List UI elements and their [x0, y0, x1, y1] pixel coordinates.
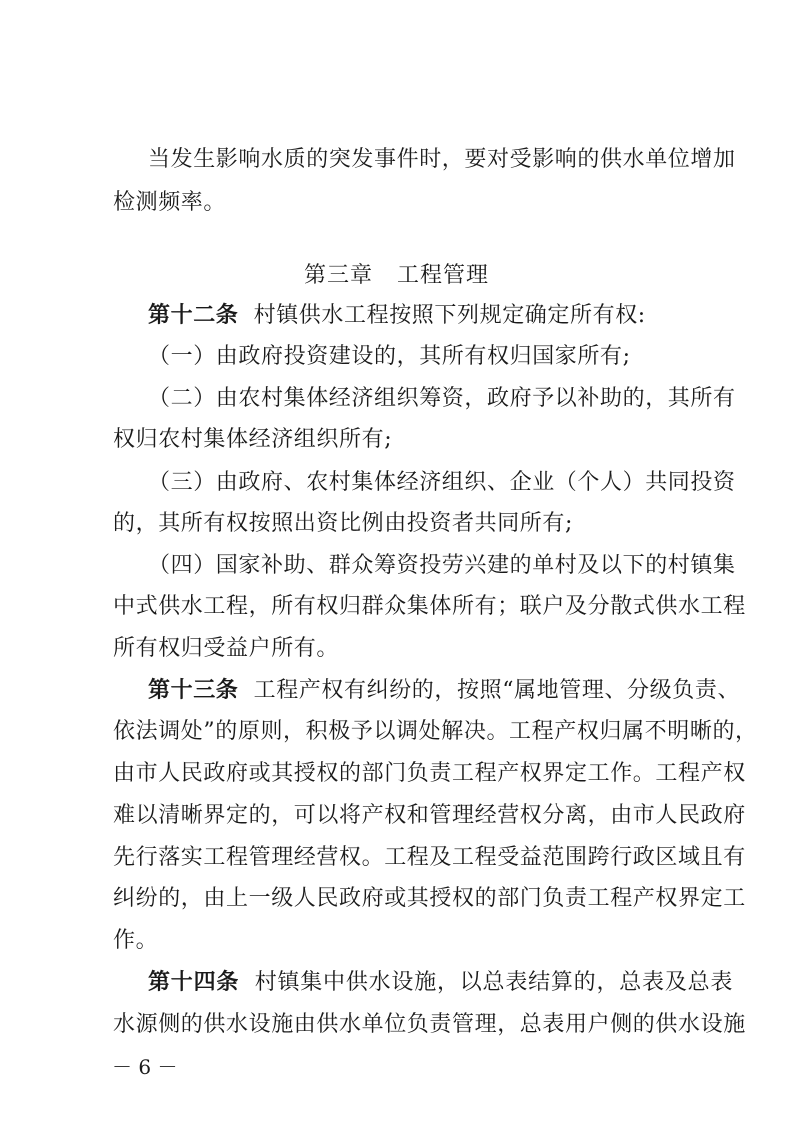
- list-item: （二）由农村集体经济组织筹资，政府予以补助的，其所有: [148, 386, 736, 411]
- paragraph-line: 检测频率。: [113, 190, 227, 215]
- list-item-cont: 权归农村集体经济组织所有;: [113, 427, 393, 452]
- list-item: （四）国家补助、群众筹资投劳兴建的单村及以下的村镇集: [148, 553, 736, 578]
- article-13-line: [148, 671, 741, 711]
- paragraph-line: 由市人民政府或其授权的部门负责工程产权界定工作。工程产权: [113, 761, 746, 786]
- list-item-cont: 所有权归受益户所有。: [113, 636, 340, 661]
- paragraph-line: 当发生影响水质的突发事件时，要对受影响的供水单位增加: [148, 147, 736, 172]
- article-label: 第十四条: [148, 970, 240, 995]
- chapter-number: 第三章: [303, 263, 373, 288]
- list-item: （一）由政府投资建设的，其所有权归国家所有;: [148, 344, 631, 369]
- paragraph-line: 水源侧的供水设施由供水单位负责管理，总表用户侧的供水设施: [113, 1012, 746, 1037]
- article-label: 第十二条: [148, 303, 239, 328]
- paragraph-line: 依法调处”的原则，积极予以调处解决。工程产权归属不明晰的，: [113, 719, 758, 744]
- paragraph-line: 难以清晰界定的，可以将产权和管理经营权分离，由市人民政府: [113, 803, 746, 828]
- article-14-line: [148, 963, 733, 1003]
- page-number: － 6 －: [112, 1055, 178, 1079]
- article-text: 村镇供水工程按照下列规定确定所有权:: [253, 303, 646, 328]
- paragraph-line: 先行落实工程管理经营权。工程及工程受益范围跨行政区域且有: [113, 845, 746, 870]
- article-text: 村镇集中供水设施，以总表结算的，总表及总表: [254, 970, 733, 995]
- list-item-cont: 中式供水工程，所有权归群众集体所有；联户及分散式供水工程: [113, 594, 746, 619]
- chapter-title: 工程管理: [397, 263, 490, 288]
- paragraph-line: 作。: [113, 928, 159, 953]
- chapter-heading: [0, 256, 793, 296]
- list-item: （三）由政府、农村集体经济组织、企业（个人）共同投资: [148, 470, 736, 495]
- article-12-line: [148, 296, 646, 336]
- article-text: 工程产权有纠纷的，按照“属地管理、分级负责、: [253, 678, 741, 703]
- paragraph-line: 纠纷的，由上一级人民政府或其授权的部门负责工程产权界定工: [113, 886, 746, 911]
- article-label: 第十三条: [148, 678, 239, 703]
- list-item-cont: 的，其所有权按照出资比例由投资者共同所有;: [113, 511, 574, 536]
